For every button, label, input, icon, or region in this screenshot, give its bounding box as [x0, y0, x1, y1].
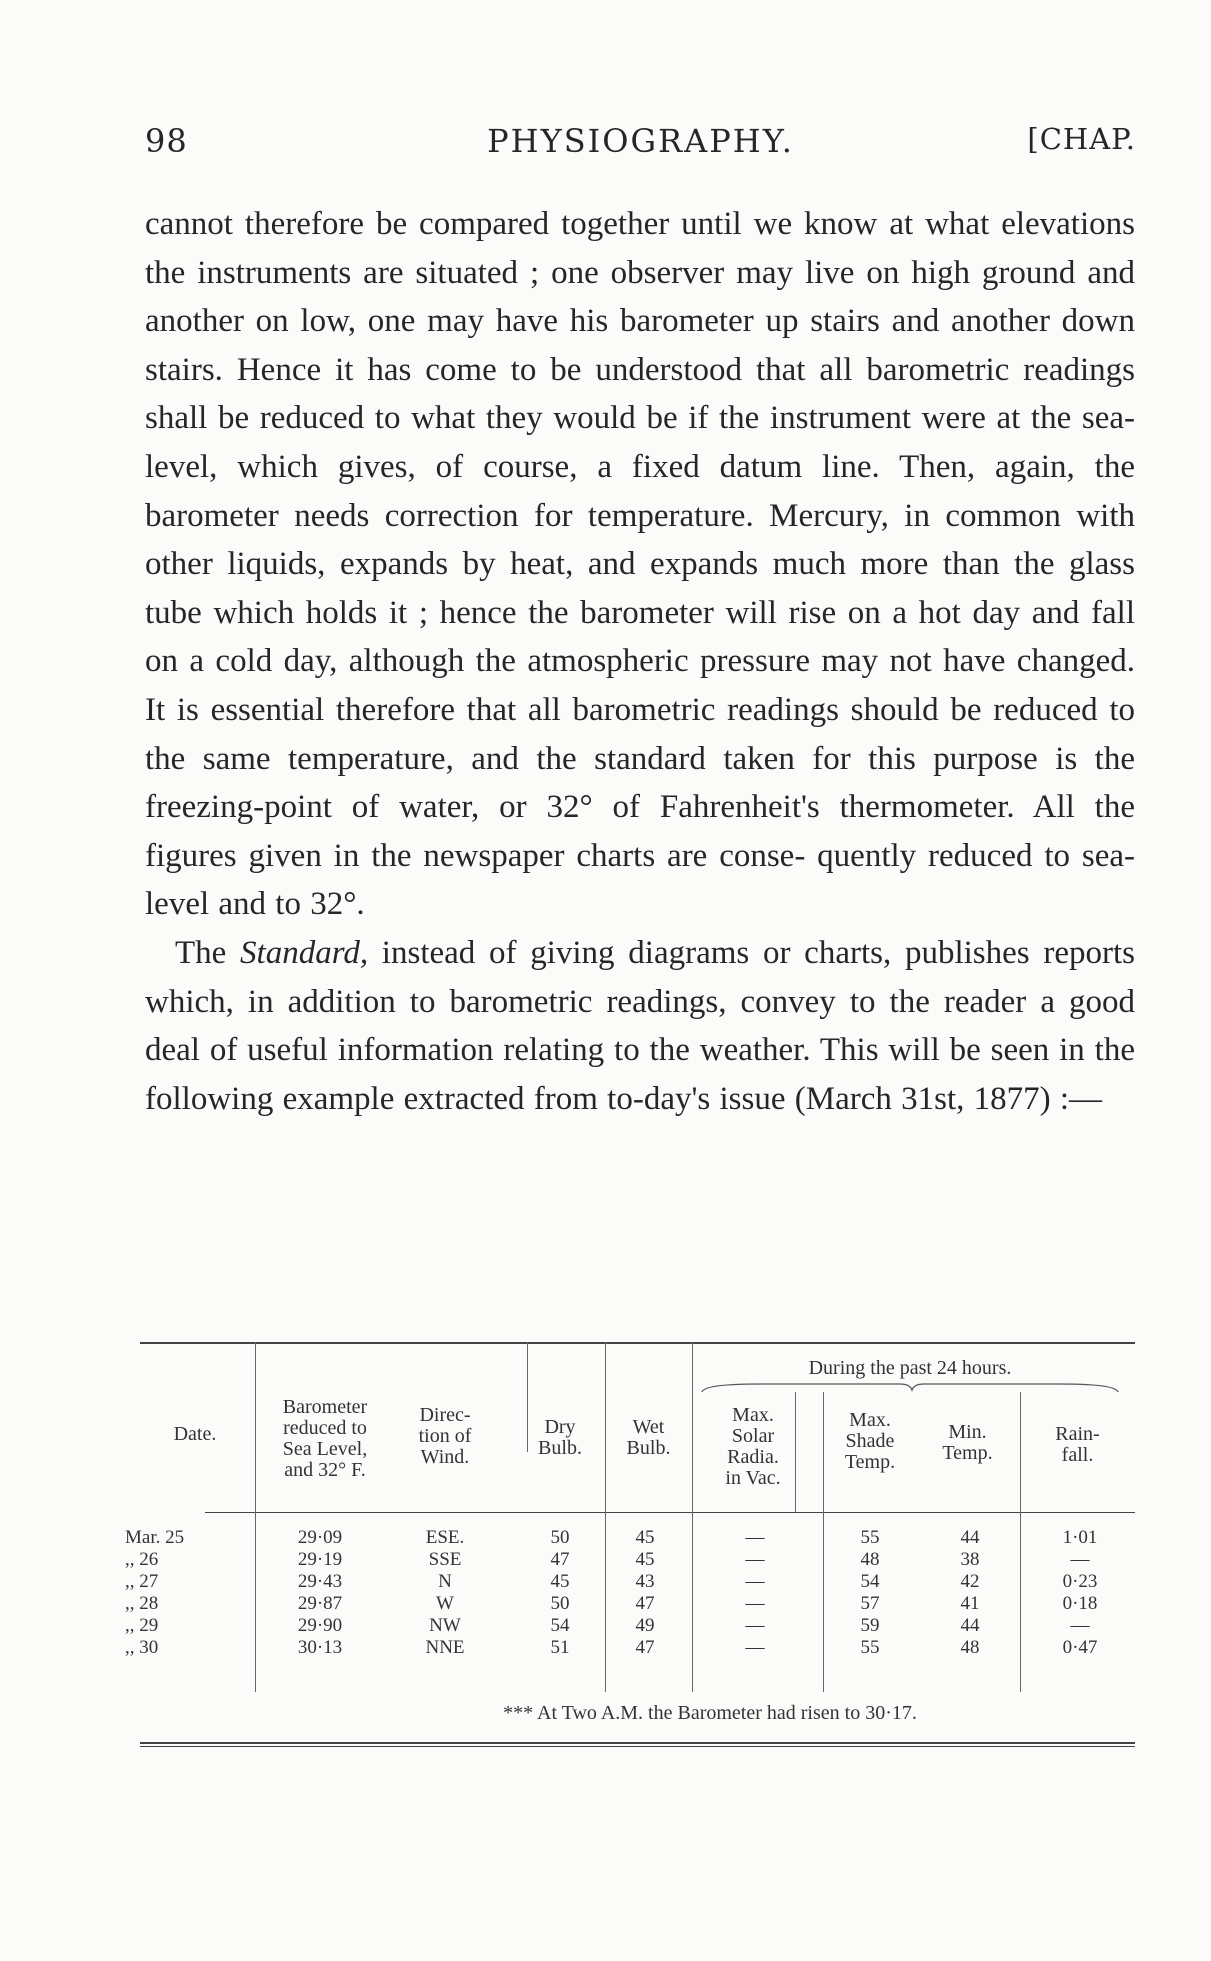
table-cell: ESE.	[425, 1527, 465, 1548]
table-cell: SSE	[428, 1549, 462, 1570]
running-header	[145, 122, 1136, 182]
table-cell: ,, 26	[125, 1549, 159, 1570]
table-cell: 55	[860, 1637, 880, 1658]
table-cell: 51	[550, 1637, 570, 1658]
col-header-barometer: Barometer reduced to Sea Level, and 32° F.	[282, 1396, 368, 1481]
col-min-values	[930, 1527, 1010, 1659]
table-cell: —	[745, 1615, 765, 1636]
table-cell: NNE	[425, 1637, 465, 1658]
col-date-values	[125, 1527, 230, 1659]
table-cell: ,, 27	[125, 1571, 159, 1592]
table-cell: —	[745, 1549, 765, 1570]
table-cell: 41	[960, 1593, 980, 1614]
group-brace	[700, 1380, 1120, 1394]
table-cell: Mar. 25	[125, 1527, 185, 1548]
table-cell: —	[745, 1637, 765, 1658]
paragraph-1: cannot therefore be compared together until we know at what elevations the instruments are situated ; one observer may live on high ground and another on low, one may have his barometer up stairs and another down stairs. Hence it has come to be understood that all barometric readings shall be reduced to what they would be if the instrument were at the sea-level, which gives, of course, a fixed datum line. Then, again, the barometer needs correction for temperature. Mercury, in common with other liquids, expands by heat, and expands much more than the glass tube which holds it ; hence the barometer will rise on a hot day and fall on a cold day, although the atmospheric pressure may not have changed. It is essential therefore that all barometric readings should be reduced to the same temperature, and the standard taken for this purpose is the freezing-point of water, or 32° of Fahrenheit's thermometer. All the figures given in the newspaper charts are conse- quently reduced to sea-level and to 32°.	[145, 206, 1135, 923]
table-header-rule	[205, 1512, 1135, 1513]
table-cell: ,, 30	[125, 1637, 159, 1658]
page-number: 98	[145, 122, 188, 160]
col-header-date: Date.	[173, 1423, 217, 1445]
table-cell: —	[745, 1593, 765, 1614]
col-header-solar: Max. Solar Radia. in Vac.	[725, 1404, 781, 1489]
table-cell: 44	[960, 1527, 980, 1548]
table-footnote: *** At Two A.M. the Barometer had risen to 30·17.	[503, 1702, 917, 1724]
col-wet-values	[605, 1527, 685, 1659]
paragraph-2-start: The	[175, 934, 241, 971]
table-cell: 29·43	[297, 1571, 343, 1592]
table-cell: 50	[550, 1527, 570, 1548]
table-cell: —	[1070, 1549, 1090, 1570]
table-cell: 1·01	[1062, 1527, 1098, 1548]
table-cell: N	[438, 1571, 452, 1592]
table-cell: 42	[960, 1571, 980, 1592]
col-divider	[823, 1392, 824, 1692]
table-cell: 50	[550, 1593, 570, 1614]
table-cell: —	[745, 1571, 765, 1592]
table-cell: 54	[860, 1571, 880, 1592]
table-cell: 47	[635, 1637, 655, 1658]
table-cell: 55	[860, 1527, 880, 1548]
table-cell: ,, 29	[125, 1615, 159, 1636]
table-cell: 0·18	[1062, 1593, 1098, 1614]
col-header-shade: Max. Shade Temp.	[844, 1409, 896, 1473]
table-cell: ,, 28	[125, 1593, 159, 1614]
running-title: PHYSIOGRAPHY.	[487, 122, 794, 160]
table-cell: 57	[860, 1593, 880, 1614]
table-cell: 48	[860, 1549, 880, 1570]
table-cell: NW	[429, 1615, 461, 1636]
col-divider	[692, 1342, 693, 1692]
table-cell: 47	[550, 1549, 570, 1570]
table-cell: 45	[635, 1527, 655, 1548]
table-cell: 38	[960, 1549, 980, 1570]
table-cell: 29·19	[297, 1549, 343, 1570]
table-cell: 49	[635, 1615, 655, 1636]
table-bottom-rule	[140, 1742, 1135, 1744]
col-divider	[1020, 1392, 1021, 1692]
table-cell: 0·23	[1062, 1571, 1098, 1592]
body-text	[145, 200, 1135, 1123]
table-cell: 44	[960, 1615, 980, 1636]
col-shade-values	[830, 1527, 910, 1659]
table-cell: 59	[860, 1615, 880, 1636]
col-divider	[255, 1342, 256, 1692]
table-cell: 30·13	[297, 1637, 343, 1658]
group-header: During the past 24 hours.	[808, 1357, 1012, 1379]
col-dry-values	[520, 1527, 600, 1659]
table-cell: 0·47	[1062, 1637, 1098, 1658]
newspaper-name: Standard,	[240, 934, 369, 971]
paragraph-2-rest: instead of giving diagrams or charts, publishes reports which, in addition to barometric readings, convey to the reader a good deal of useful information relating to the weather. This will be seen in the following example extracted from to-day's issue (March 31st, 1877) :—	[145, 934, 1135, 1117]
chapter-marker: [CHAP.	[1027, 122, 1136, 156]
table-cell: 47	[635, 1593, 655, 1614]
col-rain-values	[1035, 1527, 1125, 1659]
table-cell: 29·87	[297, 1593, 343, 1614]
col-header-wet-bulb: Wet Bulb.	[626, 1416, 671, 1459]
table-top-rule	[140, 1342, 1135, 1344]
col-header-direction: Direc- tion of Wind.	[418, 1404, 472, 1468]
table-cell: 45	[635, 1549, 655, 1570]
weather-table	[125, 1342, 1135, 1762]
table-cell: W	[436, 1593, 454, 1614]
col-header-min: Min. Temp.	[942, 1421, 993, 1464]
col-header-dry-bulb: Dry Bulb.	[538, 1416, 582, 1459]
table-cell: 29·90	[297, 1615, 343, 1636]
table-cell: 48	[960, 1637, 980, 1658]
col-solar-values	[700, 1527, 810, 1659]
col-direction-values	[395, 1527, 495, 1659]
table-cell: —	[1070, 1615, 1090, 1636]
table-cell: 43	[635, 1571, 655, 1592]
col-header-rain: Rain- fall.	[1055, 1423, 1100, 1466]
table-cell: —	[745, 1527, 765, 1548]
table-cell: 45	[550, 1571, 570, 1592]
col-barometer-values	[270, 1527, 370, 1659]
table-bottom-rule-2	[140, 1746, 1135, 1747]
table-cell: 29·09	[297, 1527, 343, 1548]
paragraph-2	[145, 929, 1135, 1123]
table-cell: 54	[550, 1615, 570, 1636]
